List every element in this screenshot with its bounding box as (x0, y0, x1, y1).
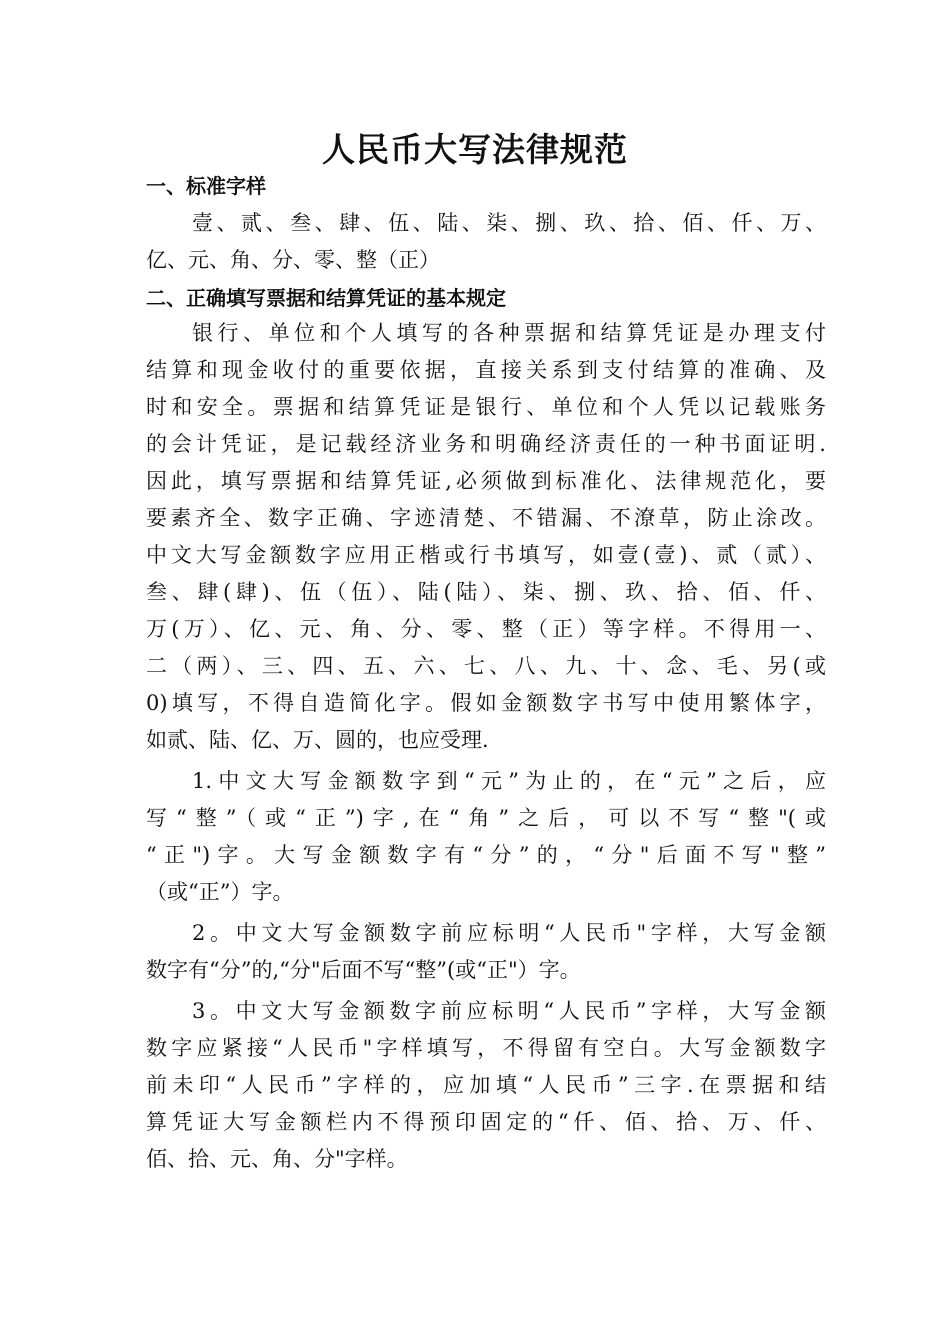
paragraph-line: 中文大写金额数字应用正楷或行书填写，如壹(壹)、贰（贰）、 (146, 543, 826, 567)
paragraph-line: 的会计凭证，是记载经济业务和明确经济责任的一种书面证明. (146, 432, 826, 456)
rule-item-2-line: 2。中文大写金额数字前应标明“人民币"字样，大写金额 (192, 921, 826, 945)
paragraph-line: 0)填写，不得自造简化字。假如金额数字书写中使用繁体字， (146, 691, 826, 715)
section-heading-standard-characters: 一、标准字样 (146, 174, 266, 198)
section-heading-basic-rules: 二、正确填写票据和结算凭证的基本规定 (146, 286, 506, 310)
paragraph-line: 叁、肆(肆)、伍（伍）、陆(陆）、柒、捌、玖、拾、佰、仟、 (146, 580, 826, 604)
paragraph-line: 时和安全。票据和结算凭证是银行、单位和个人凭以记载账务 (146, 395, 826, 419)
paragraph-line: 二（两）、三、四、五、六、七、八、九、十、念、毛、另(或 (146, 654, 826, 678)
rule-item-3-line: 前未印“人民币”字样的，应加填“人民币”三字.在票据和结 (146, 1073, 826, 1097)
paragraph-line: 亿、元、角、分、零、整（正） (146, 248, 440, 272)
rule-item-1-line: 1.中文大写金额数字到“元”为止的，在“元”之后，应 (192, 769, 826, 793)
paragraph-line: 如贰、陆、亿、万、圆的，也应受理. (146, 728, 489, 752)
rule-item-1-line: （或“正”）字。 (146, 880, 294, 904)
rule-item-3-line: 数字应紧接“人民币"字样填写，不得留有空白。大写金额数字 (146, 1036, 826, 1060)
rule-item-3-line: 算凭证大写金额栏内不得预印固定的“仟、佰、拾、万、仟、 (146, 1110, 826, 1134)
document-title: 人民币大写法律规范 (322, 130, 628, 169)
rule-item-1-line: 写“整”（或“正”)字,在“角”之后，可以不写“整"(或 (146, 806, 826, 830)
paragraph-line: 壹、贰、叁、肆、伍、陆、柒、捌、玖、拾、佰、仟、万、 (192, 211, 826, 235)
rule-item-1-line: “正")字。大写金额数字有“分”的，“分"后面不写"整” (146, 843, 826, 867)
rule-item-2-line: 数字有“分”的,“分"后面不写“整”(或“正"）字。 (146, 958, 581, 982)
paragraph-line: 因此，填写票据和结算凭证,必须做到标准化、法律规范化，要 (146, 469, 826, 493)
paragraph-line: 结算和现金收付的重要依据，直接关系到支付结算的准确、及 (146, 358, 826, 382)
rule-item-3-line: 佰、拾、元、角、分"字样。 (146, 1147, 408, 1171)
paragraph-line: 万(万）、亿、元、角、分、零、整（正）等字样。不得用一、 (146, 617, 826, 641)
rule-item-3-line: 3。中文大写金额数字前应标明“人民币”字样，大写金额 (192, 999, 826, 1023)
paragraph-line: 要素齐全、数字正确、字迹清楚、不错漏、不潦草，防止涂改。 (146, 506, 826, 530)
paragraph-line: 银行、单位和个人填写的各种票据和结算凭证是办理支付 (192, 321, 826, 345)
